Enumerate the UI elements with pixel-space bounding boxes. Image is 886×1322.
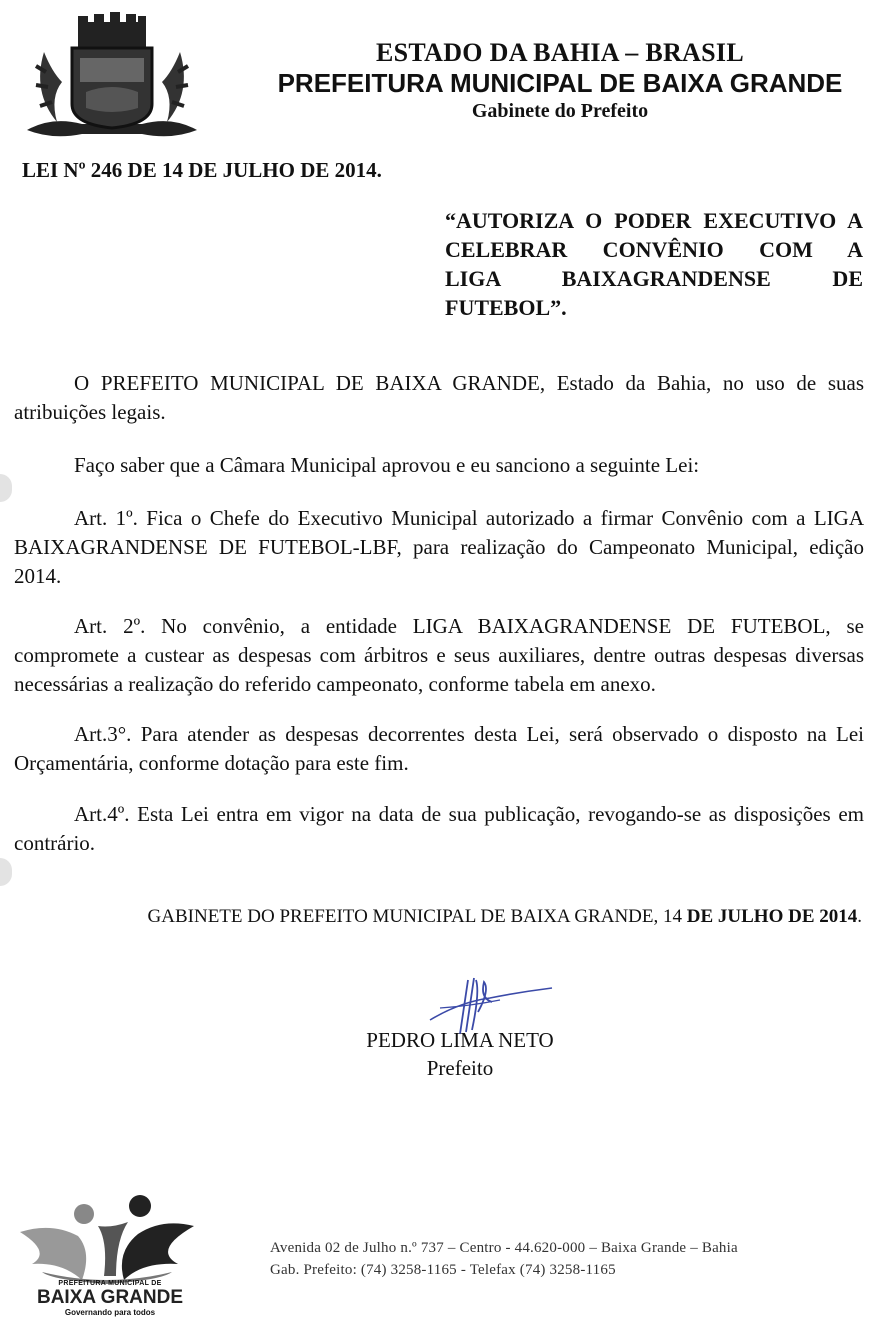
law-ementa	[445, 206, 863, 322]
footer-slogan: Governando para todos	[64, 1308, 156, 1317]
punch-hole	[0, 858, 12, 886]
punch-hole	[0, 474, 12, 502]
footer-address: Avenida 02 de Julho n.º 737 – Centro - 44.620-000 – Baixa Grande – Bahia	[270, 1240, 738, 1256]
article-4: Art.4º. Esta Lei entra em vigor na data de sua publicação, revogando-se as disposições em contrário.	[14, 802, 864, 855]
article-1: Art. 1º. Fica o Chefe do Executivo Municipal autorizado a firmar Convênio com a LIGA BAIXAGRANDENSE DE FUTEBOL-LBF, para realização do Campeonato Municipal, edição 2014.	[14, 506, 864, 588]
office-heading: Gabinete do Prefeito	[471, 100, 649, 122]
article-2: Art. 2º. No convênio, a entidade LIGA BAIXAGRANDENSE DE FUTEBOL, se compromete a custear as despesas com árbitros e seus auxiliares, dentre outras despesas diversas necessárias a realização do referido campeonato, conforme tabela em anexo.	[14, 614, 864, 696]
footer-logo-caption: PREFEITURA MUNICIPAL DE	[58, 1280, 162, 1287]
article-3: Art.3°. Para atender as despesas decorrentes desta Lei, será observado o disposto na Lei Orçamentária, conforme dotação para este fim.	[14, 722, 864, 775]
coat-of-arms-icon	[22, 12, 202, 144]
footer-logo-name: BAIXA GRANDE	[36, 1287, 184, 1308]
ementa-line: CELEBRAR CONVÊNIO COM A	[445, 237, 863, 262]
ementa-line: LIGA BAIXAGRANDENSE DE	[445, 266, 863, 291]
sanction-paragraph: Faço saber que a Câmara Municipal aprovou e eu sanciono a seguinte Lei:	[74, 453, 700, 477]
intro-paragraph: O PREFEITO MUNICIPAL DE BAIXA GRANDE, Estado da Bahia, no uso de suas atribuições legais.	[14, 371, 864, 424]
law-title: LEI Nº 246 DE 14 DE JULHO DE 2014.	[22, 158, 382, 182]
closing-period: .	[857, 906, 862, 927]
closing-date: DE JULHO DE 2014	[686, 906, 858, 927]
signer-name: PEDRO LIMA NETO	[366, 1028, 554, 1052]
footer-phones: Gab. Prefeito: (74) 3258-1165 - Telefax (74) 3258-1165	[270, 1262, 616, 1278]
ementa-line: FUTEBOL”.	[445, 295, 567, 320]
closing-place: GABINETE DO PREFEITO MUNICIPAL DE BAIXA GRANDE, 14	[147, 906, 687, 927]
signer-role: Prefeito	[426, 1056, 494, 1080]
state-heading: ESTADO DA BAHIA – BRASIL	[376, 38, 744, 67]
municipality-heading: PREFEITURA MUNICIPAL DE BAIXA GRANDE	[277, 68, 843, 98]
ementa-line: “AUTORIZA O PODER EXECUTIVO A	[445, 208, 863, 233]
closing-line	[14, 906, 862, 928]
